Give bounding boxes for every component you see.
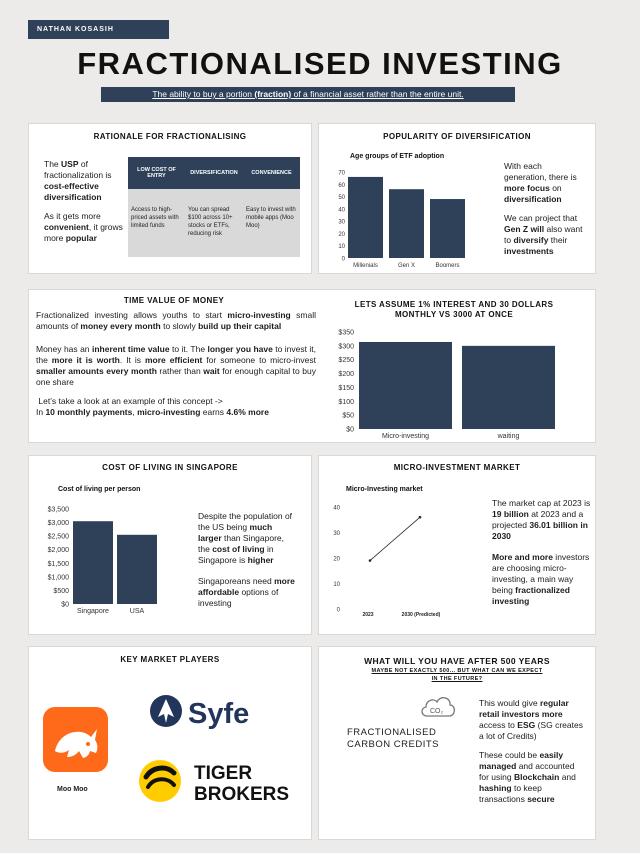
table-cell: Easy to invest with mobile apps (Moo Moo)	[243, 189, 300, 257]
y-tick-label: 10	[333, 582, 340, 588]
y-tick-label: 40	[338, 207, 345, 214]
page-title: FRACTIONALISED INVESTING	[77, 46, 563, 81]
time-value-heading: TIME VALUE OF MONEY	[123, 296, 225, 305]
data-point	[419, 516, 422, 519]
y-tick-label: $1,500	[47, 560, 69, 568]
y-tick-label: $3,000	[47, 520, 69, 528]
time-value-text: Fractionalized investing allows youths to start micro-investing small amounts of money every month to slowly build up their capital Money has an inherent time value to it. The longer you have to invest it, the more it is worth. It is more efficient for someone to micro-invest smaller amounts every month rather than wait for enough capital to buy one share Let’s take a look at an example of this concept -> In 10 monthly payments, micro-investing earns 4.6% more	[36, 310, 317, 417]
table-header: LOW COST OF ENTRY	[128, 157, 185, 189]
page-subtitle: The ability to buy a portion (fraction) of a financial asset rather than the entire unit.	[101, 87, 515, 102]
bar	[389, 189, 424, 258]
y-tick-label: 70	[338, 170, 345, 177]
bar	[430, 199, 465, 258]
y-tick-label: 0	[341, 256, 345, 263]
y-tick-label: 30	[338, 219, 345, 226]
bull-icon	[43, 707, 108, 772]
x-tick-label: 2030 (Predicted)	[401, 612, 441, 618]
future-heading: WHAT WILL YOU HAVE AFTER 500 YEARS	[364, 656, 550, 666]
y-tick-label: $1,000	[47, 574, 69, 582]
y-tick-label: 10	[338, 244, 345, 251]
y-tick-label: 40	[333, 505, 340, 512]
moomoo-logo	[43, 707, 108, 772]
carbon-credits-label-1: FRACTIONALISED	[347, 727, 437, 738]
tiger-wordmark-1: TIGER	[194, 763, 253, 784]
moomoo-label: Moo Moo	[57, 786, 88, 793]
table-cell: You can spread $100 across 10+ stocks or ETFs, reducing risk	[185, 189, 243, 257]
chart-title: Micro-Investing market	[346, 486, 423, 493]
chart-title: Age groups of ETF adoption	[350, 153, 445, 160]
y-tick-label: 20	[338, 231, 345, 238]
bar	[348, 177, 383, 258]
table-cell: Access to high-priced assets with limited funds	[128, 189, 185, 257]
y-tick-label: $2,000	[47, 547, 69, 555]
future-subheading-1: MAYBE NOT EXACTLY 500... BUT WHAT CAN WE EXPECT	[371, 668, 543, 674]
y-tick-label: $200	[338, 371, 354, 379]
co2-cloud-icon	[418, 690, 458, 726]
rationale-text: The USP of fractionalization is cost-effective diversification As it gets more convenient, it grows more popular	[44, 159, 123, 243]
popularity-heading: POPULARITY OF DIVERSIFICATION	[383, 132, 531, 141]
market-text: The market cap at 2023 is 19 billion at 2023 and a projected 36.01 billion in 2030 More and more investors are choosing micro-investing, a main way being fractionalized investing	[492, 498, 591, 606]
rationale-table	[128, 157, 300, 257]
x-tick-label: 2023	[362, 612, 374, 618]
y-tick-label: $50	[342, 412, 354, 420]
y-tick-label: $300	[338, 343, 354, 351]
bar	[117, 535, 157, 604]
key-players-heading: KEY MARKET PLAYERS	[120, 655, 220, 664]
tiger-brokers-logo	[138, 755, 298, 807]
y-tick-label: 0	[336, 607, 340, 614]
future-subheading-2: IN THE FUTURE?	[431, 676, 483, 682]
x-tick-label: waiting	[497, 433, 520, 440]
y-tick-label: 50	[338, 195, 345, 202]
y-tick-label: $2,500	[47, 533, 69, 541]
y-tick-label: $0	[346, 426, 354, 434]
etf-adoption-chart	[330, 148, 470, 272]
table-header: DIVERSIFICATION	[185, 157, 243, 189]
cost-of-living-text: Despite the population of the US being much larger than Singapore, the cost of living in Singapore is higher Singaporeans need more affordable options of investing	[198, 511, 295, 608]
table-header: CONVENIENCE	[243, 157, 300, 189]
bar	[462, 346, 555, 429]
tiger-wordmark-2: BROKERS	[194, 784, 290, 805]
data-point	[369, 559, 372, 562]
bar	[73, 521, 113, 604]
svg-text:CO₂: CO₂	[430, 708, 444, 715]
y-tick-label: 60	[338, 182, 345, 189]
y-tick-label: $0	[61, 601, 69, 609]
y-tick-label: $150	[338, 384, 354, 392]
series-line	[370, 517, 420, 560]
y-tick-label: 20	[333, 556, 340, 563]
y-tick-label: $250	[338, 357, 354, 365]
cost-of-living-heading: COST OF LIVING IN SINGAPORE	[102, 463, 238, 472]
author-tag: NATHAN KOSASIH	[28, 20, 169, 39]
x-tick-label: Millenials	[353, 263, 378, 269]
interest-comparison-chart	[326, 324, 592, 442]
cost-of-living-chart	[34, 480, 174, 620]
market-heading: MICRO-INVESTMENT MARKET	[393, 463, 521, 472]
y-tick-label: $500	[53, 587, 69, 595]
interest-chart-heading: LETS ASSUME 1% INTEREST AND 30 DOLLARS MONTHLY VS 3000 AT ONCE	[354, 300, 554, 319]
y-tick-label: $100	[338, 398, 354, 406]
syfe-wordmark: Syfe	[188, 698, 250, 730]
x-tick-label: Gen X	[397, 263, 416, 269]
chart-title: Cost of living per person	[58, 486, 141, 493]
y-tick-label: 30	[333, 531, 340, 537]
rationale-heading: RATIONALE FOR FRACTIONALISING	[93, 132, 247, 141]
carbon-credits-label-2: CARBON CREDITS	[347, 739, 439, 750]
x-tick-label: USA	[129, 608, 145, 615]
future-card	[318, 646, 596, 840]
future-text: This would give regular retail investors more access to ESG (SG creates a lot of Credits) These could be easily managed and accounted for using Blockchain and hashing to keep transactions secure	[479, 698, 583, 804]
x-tick-label: Micro-investing	[381, 433, 430, 440]
x-tick-label: Boomers	[435, 263, 460, 269]
syfe-logo	[148, 693, 268, 733]
popularity-text: With each generation, there is more focus on diversification We can project that Gen Z will also want to diversify their investments	[504, 161, 583, 256]
y-tick-label: $350	[338, 329, 354, 337]
bar	[359, 342, 452, 429]
x-tick-label: Singapore	[77, 608, 109, 615]
y-tick-label: $3,500	[47, 506, 69, 514]
micro-investing-market-chart	[326, 480, 466, 620]
